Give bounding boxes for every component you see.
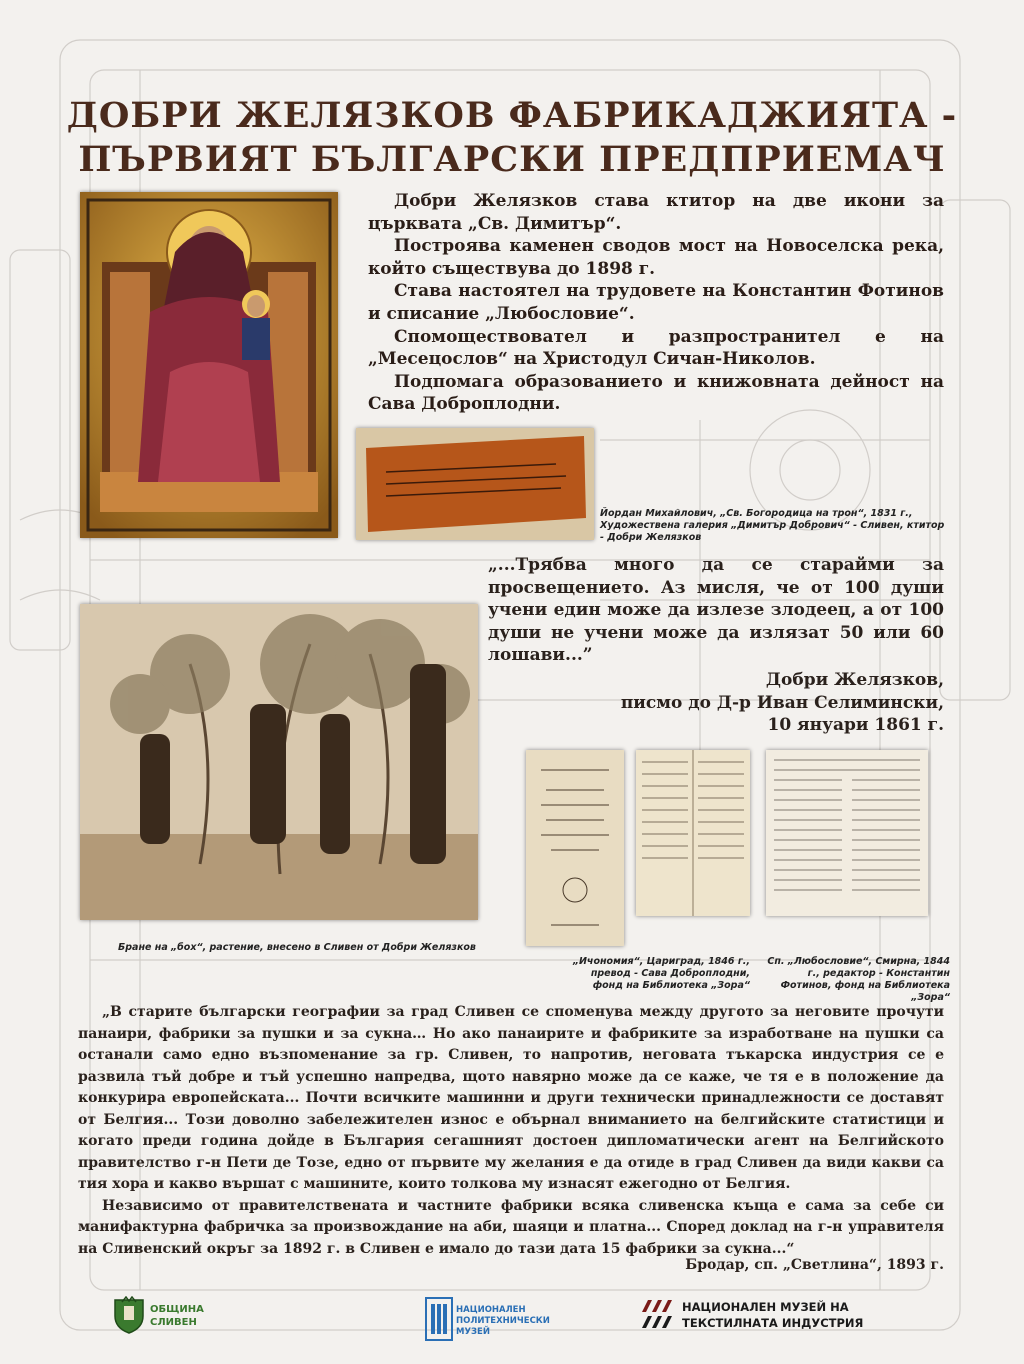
municipality-name-line-1: ОБЩИНА [150, 1304, 204, 1315]
textile-museum-name-line-1: НАЦИОНАЛЕН МУЗЕЙ НА [682, 1300, 849, 1314]
polytech-name-line-3: МУЗЕЙ [456, 1327, 490, 1337]
textile-museum-logo [640, 1294, 880, 1338]
quote-author: Добри Желязков, [765, 670, 944, 690]
icon-caption: Йордан Михайлович, „Св. Богородица на трон“, 1831 г., Художествена галерия „Димитър Добрович“ - Сливен, ктитор - Добри Желязков [600, 508, 945, 543]
harvest-photo-image [80, 604, 478, 920]
quote-signature [540, 669, 944, 737]
brodar-quote [78, 1002, 944, 1260]
ichonomia-caption: „Ичономия“, Цариград, 1846 г., превод - Сава Доброплодни, фонд на Библиотека „Зора“ [572, 956, 750, 991]
icon-inscription-image [356, 428, 594, 540]
intro-paragraph: Построява каменен сводов мост на Новоселска река, който съществува до 1898 г. [368, 236, 944, 279]
polytechnic-museum-logo [424, 1296, 550, 1344]
polytech-name-line-2: ПОЛИТЕХНИЧЕСКИ [456, 1316, 550, 1326]
polytech-name-line-1: НАЦИОНАЛЕН [456, 1305, 526, 1315]
intro-text [368, 190, 944, 416]
sliven-municipality-logo [112, 1296, 212, 1336]
brodar-quote-paragraph: „В старите български географии за град Сливен се споменува между другото за неговите прочути панаири, фабрики за пушки и за сукна… Но ако панаирите и фабриките за изработване на пушки са останали само едно възпоменание за гр. Сливен, то напротив, неговата тъкарска индустрия се е развила тъй добре и тъй успешно напредва, щото навярно може да се каже, че тя е в положение да конкурира европейската... Почти всичките машинни и други технически принадлежности се доставят от Белгия... Този доволно забележителен износ е обърнал вниманието на белгийските статистици и когато преди година дойде в България сегашният достоен дипломатически агент на Белгийското правителство г-н Пети де Тозе, едно от първите му желания е да отиде в град Сливен да види какви са тия хора и какво вършат с машините, които толкова му изнасят ежегодно от Белгия. [78, 1004, 944, 1192]
page-title [40, 94, 984, 182]
intro-paragraph: Подпомага образованието и книжовната дейност на Сава Доброплодни. [368, 371, 944, 415]
harvest-caption: Бране на „бох“, растение, внесено в Сливен от Добри Желязков [118, 942, 476, 953]
municipality-name-line-2: СЛИВЕН [150, 1317, 197, 1328]
icon-painting-image [80, 192, 338, 538]
zhelyazkov-quote: „...Трябва много да се старайми за просвещението. Аз мисля, че от 100 души учени един може да излезе злодеец, а от 100 души не учени може да излязат 50 или 60 лошави...” [488, 555, 944, 665]
textile-museum-icon [640, 1294, 678, 1334]
quote-letter: писмо до Д-р Иван Селимински, [620, 692, 944, 713]
textile-museum-name-line-2: ТЕКСТИЛНАТА ИНДУСТРИЯ [682, 1316, 864, 1330]
virgin-enthroned-icon [80, 192, 338, 538]
ichonomia-book-image [526, 750, 624, 946]
intro-paragraph: Става настоятел на трудовете на Константин Фотинов и списание „Любословие“. [368, 281, 944, 324]
lyuboslovie-journal-image [766, 750, 928, 916]
title-line-1: ДОБРИ ЖЕЛЯЗКОВ ФАБРИКАДЖИЯТА - [66, 95, 958, 136]
brodar-quote-paragraph: Независимо от правителствената и частните фабрики всяка сливенска къща е сама за себе си манифактурна фабричка за произвождание на аби, шаяци и платна... Според доклад на г-н управителя на Сливенский окръг за 1892 г. в Сливен е имало до тази дата 15 фабрики за сукна...“ [78, 1197, 944, 1257]
intro-paragraph: Спомоществовател и разпространител е на „Месецослов“ на Христодул Сичан-Николов. [368, 326, 944, 370]
title-line-2: ПЪРВИЯТ БЪЛГАРСКИ ПРЕДПРИЕМАЧ [78, 139, 946, 180]
brodar-quote-source: Бродар, сп. „Светлина“, 1893 г. [685, 1257, 944, 1273]
intro-paragraph: Добри Желязков става ктитор на две икони за църквата „Св. Димитър“. [368, 191, 944, 234]
polytechnic-museum-icon [424, 1296, 454, 1342]
coat-of-arms-icon [112, 1296, 146, 1334]
book-pages-image [636, 750, 750, 916]
quote-date: 10 януари 1861 г. [767, 715, 944, 735]
lyuboslovie-caption: Сп. „Любословие“, Смирна, 1844 г., редактор - Константин Фотинов, фонд на Библиотека „Зора“ [767, 956, 950, 1003]
